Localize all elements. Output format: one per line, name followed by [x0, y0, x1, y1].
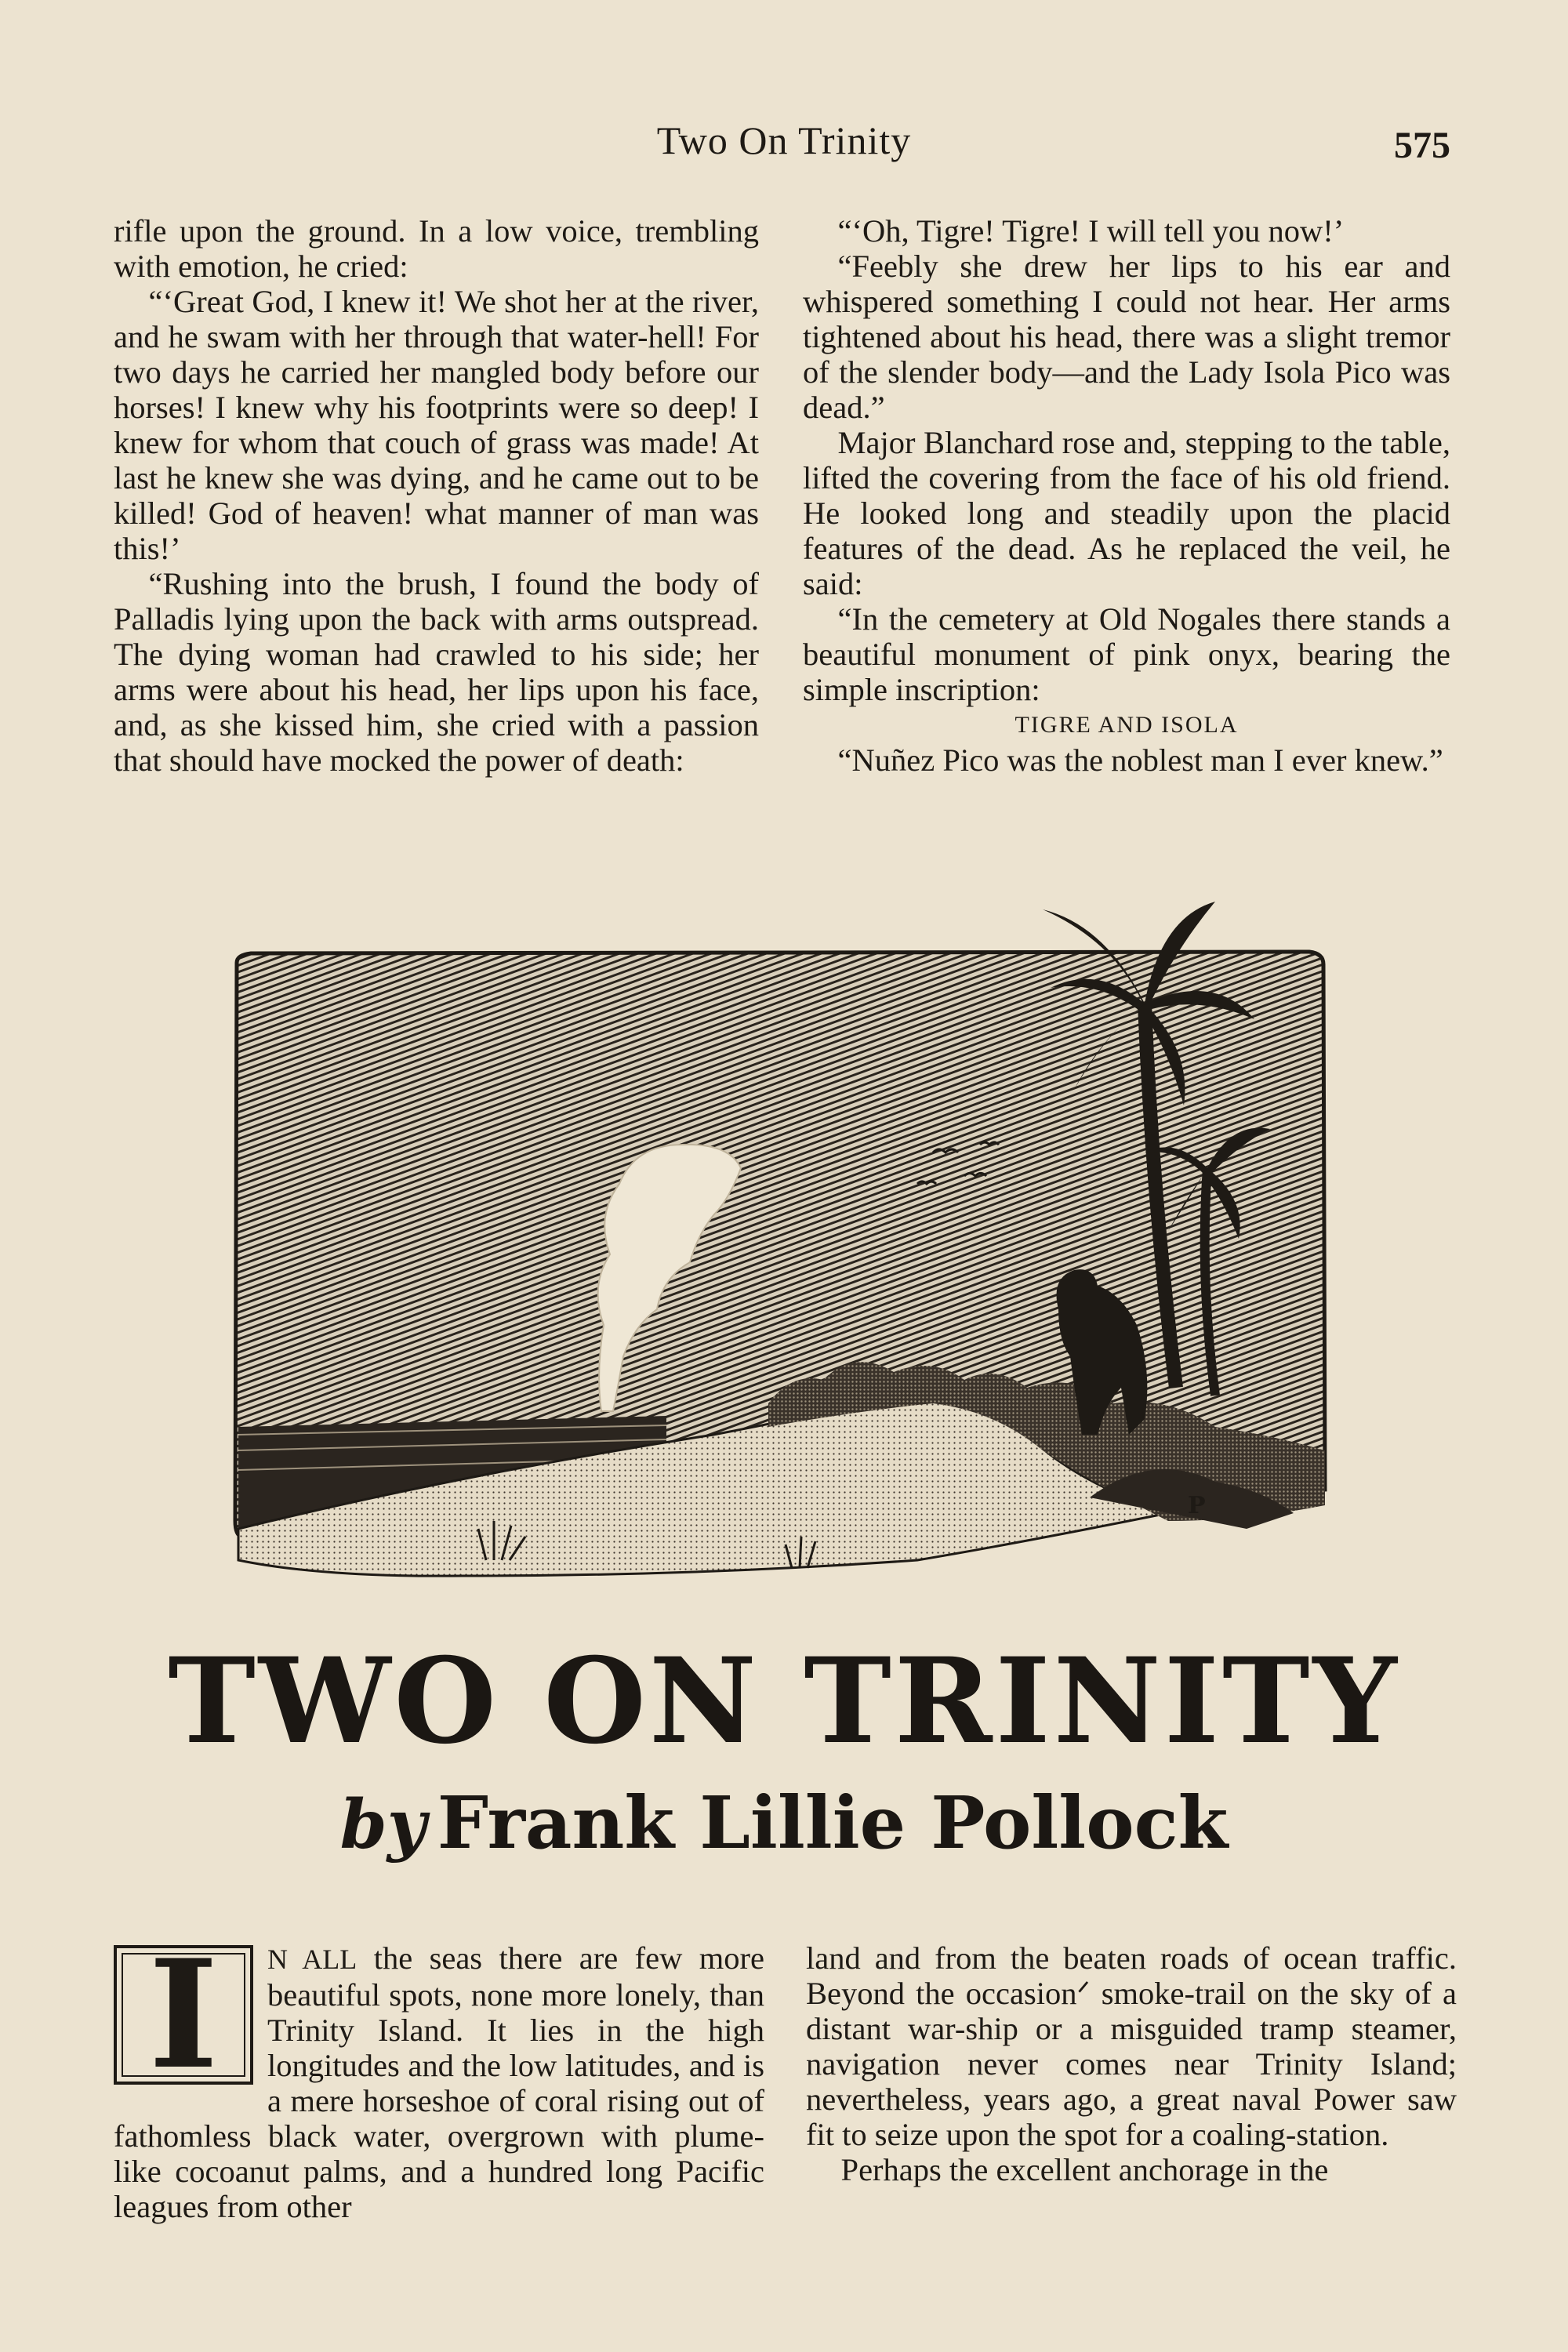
author-name: Frank Lillie Pollock	[437, 1780, 1229, 1865]
top-right-column	[803, 213, 1450, 778]
paragraph: Major Blanchard rose and, stepping to the table, lifted the covering from the face of his old friend. He looked long and steadily upon the placid features of the dead. As he replaced the veil, he said:	[803, 425, 1450, 601]
opening-paragraph	[114, 1927, 764, 2224]
story-left-column	[114, 1927, 764, 2224]
byline-by: by	[339, 1785, 426, 1864]
paragraph: “In the cemetery at Old Nogales there stands a beautiful monument of pink onyx, bearing the simple inscription:	[803, 601, 1450, 707]
lead-caps: N ALL	[267, 1944, 358, 1975]
drop-cap	[114, 1927, 253, 2102]
inscription: TIGRE AND ISOLA	[1014, 712, 1239, 738]
engraving-illustration	[227, 886, 1348, 1592]
paragraph: “Rushing into the brush, I found the body of Palladis lying upon the back with arms outspread. The dying woman had crawled to his side; her arms were about his head, her lips upon his face, and, as she kissed him, she cried with a passion that should have mocked the power of death:	[114, 566, 759, 778]
paragraph: rifle upon the ground. In a low voice, trembling with emotion, he cried:	[114, 213, 759, 284]
opening-text: the seas there are few more beautiful spots, none more lonely, than Trinity Island. It lies in the high longitudes and the low latitudes, and is a mere horseshoe of coral rising out of fathomless black water, overgrown with plume-like cocoanut palms, and a hundred long Pacific leagues from other	[114, 1940, 764, 2224]
artist-signature: P	[1188, 1492, 1206, 1519]
drop-cap-letter: I	[148, 1927, 219, 2102]
paragraph: “Feebly she drew her lips to his ear and whispered something I could not hear. Her arms tightened about his head, there was a slight tremor of the slender body—and the Lady Isola Pico was dead.”	[803, 249, 1450, 425]
top-left-column	[114, 213, 759, 778]
running-title: Two On Trinity	[656, 118, 912, 162]
byline	[0, 1780, 1568, 1868]
paragraph: “‘Great God, I knew it! We shot her at the river, and he swam with her through that water-hell! For two days he carried her mangled body before our horses! I knew why his footprints were so deep! I knew for whom that couch of grass was made! At last he knew she was dying, and he came out to be killed! God of heaven! what manner of man was this!’	[114, 284, 759, 566]
paragraph: “‘Oh, Tigre! Tigre! I will tell you now!’	[837, 213, 1345, 249]
paragraph: land and from the beaten roads of ocean traffic. Beyond the occasion⁠ᐟ smoke-trail on the sky of a distant war-ship or a misguided tramp steamer, navigation never comes near Trinity Island; nevertheless, years ago, a great naval Power saw fit to seize upon the spot for a coaling-station.	[806, 1940, 1457, 2152]
story-title: TWO ON TRINITY	[168, 1632, 1400, 1770]
page-number: 575	[1394, 125, 1450, 166]
paragraph: “Nuñez Pico was the noblest man I ever knew.”	[837, 742, 1443, 778]
story-right-column	[806, 1940, 1457, 2187]
paragraph: Perhaps the excellent anchorage in the	[840, 2152, 1329, 2187]
